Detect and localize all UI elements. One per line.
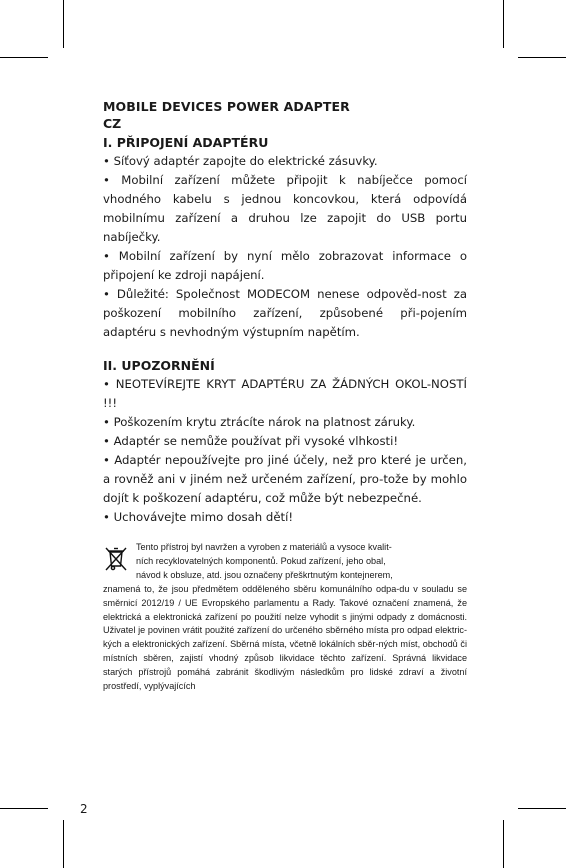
crop-mark [0,808,48,809]
weee-notice [103,541,467,694]
paragraph: • Poškozením krytu ztrácíte nárok na platnost záruky. [103,415,416,429]
document-title: MOBILE DEVICES POWER ADAPTER [103,99,350,114]
section-heading-connection: I. PŘIPOJENÍ ADAPTÉRU [103,135,269,150]
paragraph: • Adaptér nepoužívejte pro jiné účely, než pro které je určen, a rovněž ani v jiném než určeném zařízení, pro-tože by mohlo dojít k poškození adaptéru, což může být nebezpečné. [103,453,467,505]
document-page [103,98,467,694]
language-code: CZ [103,116,122,131]
weee-line: návod k obsluze, atd. jsou označeny přeškrtnutým kontejnerem, [136,569,393,580]
crop-mark [0,57,48,58]
crop-mark [503,820,504,868]
weee-line: ních recyklovatelných komponentů. Pokud zařízení, jeho obal, [136,555,386,566]
paragraph: • Mobilní zařízení můžete připojit k nabíječce pomocí vhodného kabelu s jednou koncovkou, která odpovídá mobilnímu zařízení a druhou lze zapojit do USB portu nabíječky. [103,173,467,244]
paragraph: • Uchovávejte mimo dosah dětí! [103,510,294,524]
paragraph: • NEOTEVÍREJTE KRYT ADAPTÉRU ZA ŽÁDNÝCH OKOL-NOSTÍ !!! [103,377,467,410]
crossed-out-wheelie-bin-icon [103,545,129,573]
paragraph: • Adaptér se nemůže používat při vysoké vlhkosti! [103,434,399,448]
weee-line: Tento přístroj byl navržen a vyroben z materiálů a vysoce kvalit- [136,542,392,552]
page-number: 2 [80,802,88,816]
paragraph: • Důležité: Společnost MODECOM nenese odpověd-nost za poškození mobilního zařízení, způsobené při-pojením adaptéru s nevhodným výstupním napětím. [103,287,467,339]
paragraph: • Mobilní zařízení by nyní mělo zobrazovat informace o připojení ke zdroji napájení. [103,249,467,282]
weee-body: znamená to, že jsou předmětem odděleného sběru komunálního odpa-du v souladu se směrnicí 2012/19 / UE Evropského parlamentu a Rady. Takové označení znamená, že elektrická a elektronická zařízení po použití nelze vyhodit s jinými odpady z domácnosti. Uživatel je povinen vrátit použité zařízení do určeného sběrného místa pro odpad elektric-kých a elektronických zařízení. Sběrná místa, včetně lokálních sběr-ných míst, obchodů či místních sběren, zajistí vhodný způsob likvidace těchto zařízení. Správná likvidace starých přístrojů pomáhá zabránit škodlivým následkům pro lidské zdraví a životní prostředí, vyplývajících [103,583,467,692]
crop-mark [63,820,64,868]
crop-mark [63,0,64,48]
crop-mark [503,0,504,48]
paragraph: • Síťový adaptér zapojte do elektrické zásuvky. [103,154,378,168]
section-heading-warning: II. UPOZORNĚNÍ [103,358,215,373]
crop-mark [518,808,566,809]
crop-mark [518,57,566,58]
